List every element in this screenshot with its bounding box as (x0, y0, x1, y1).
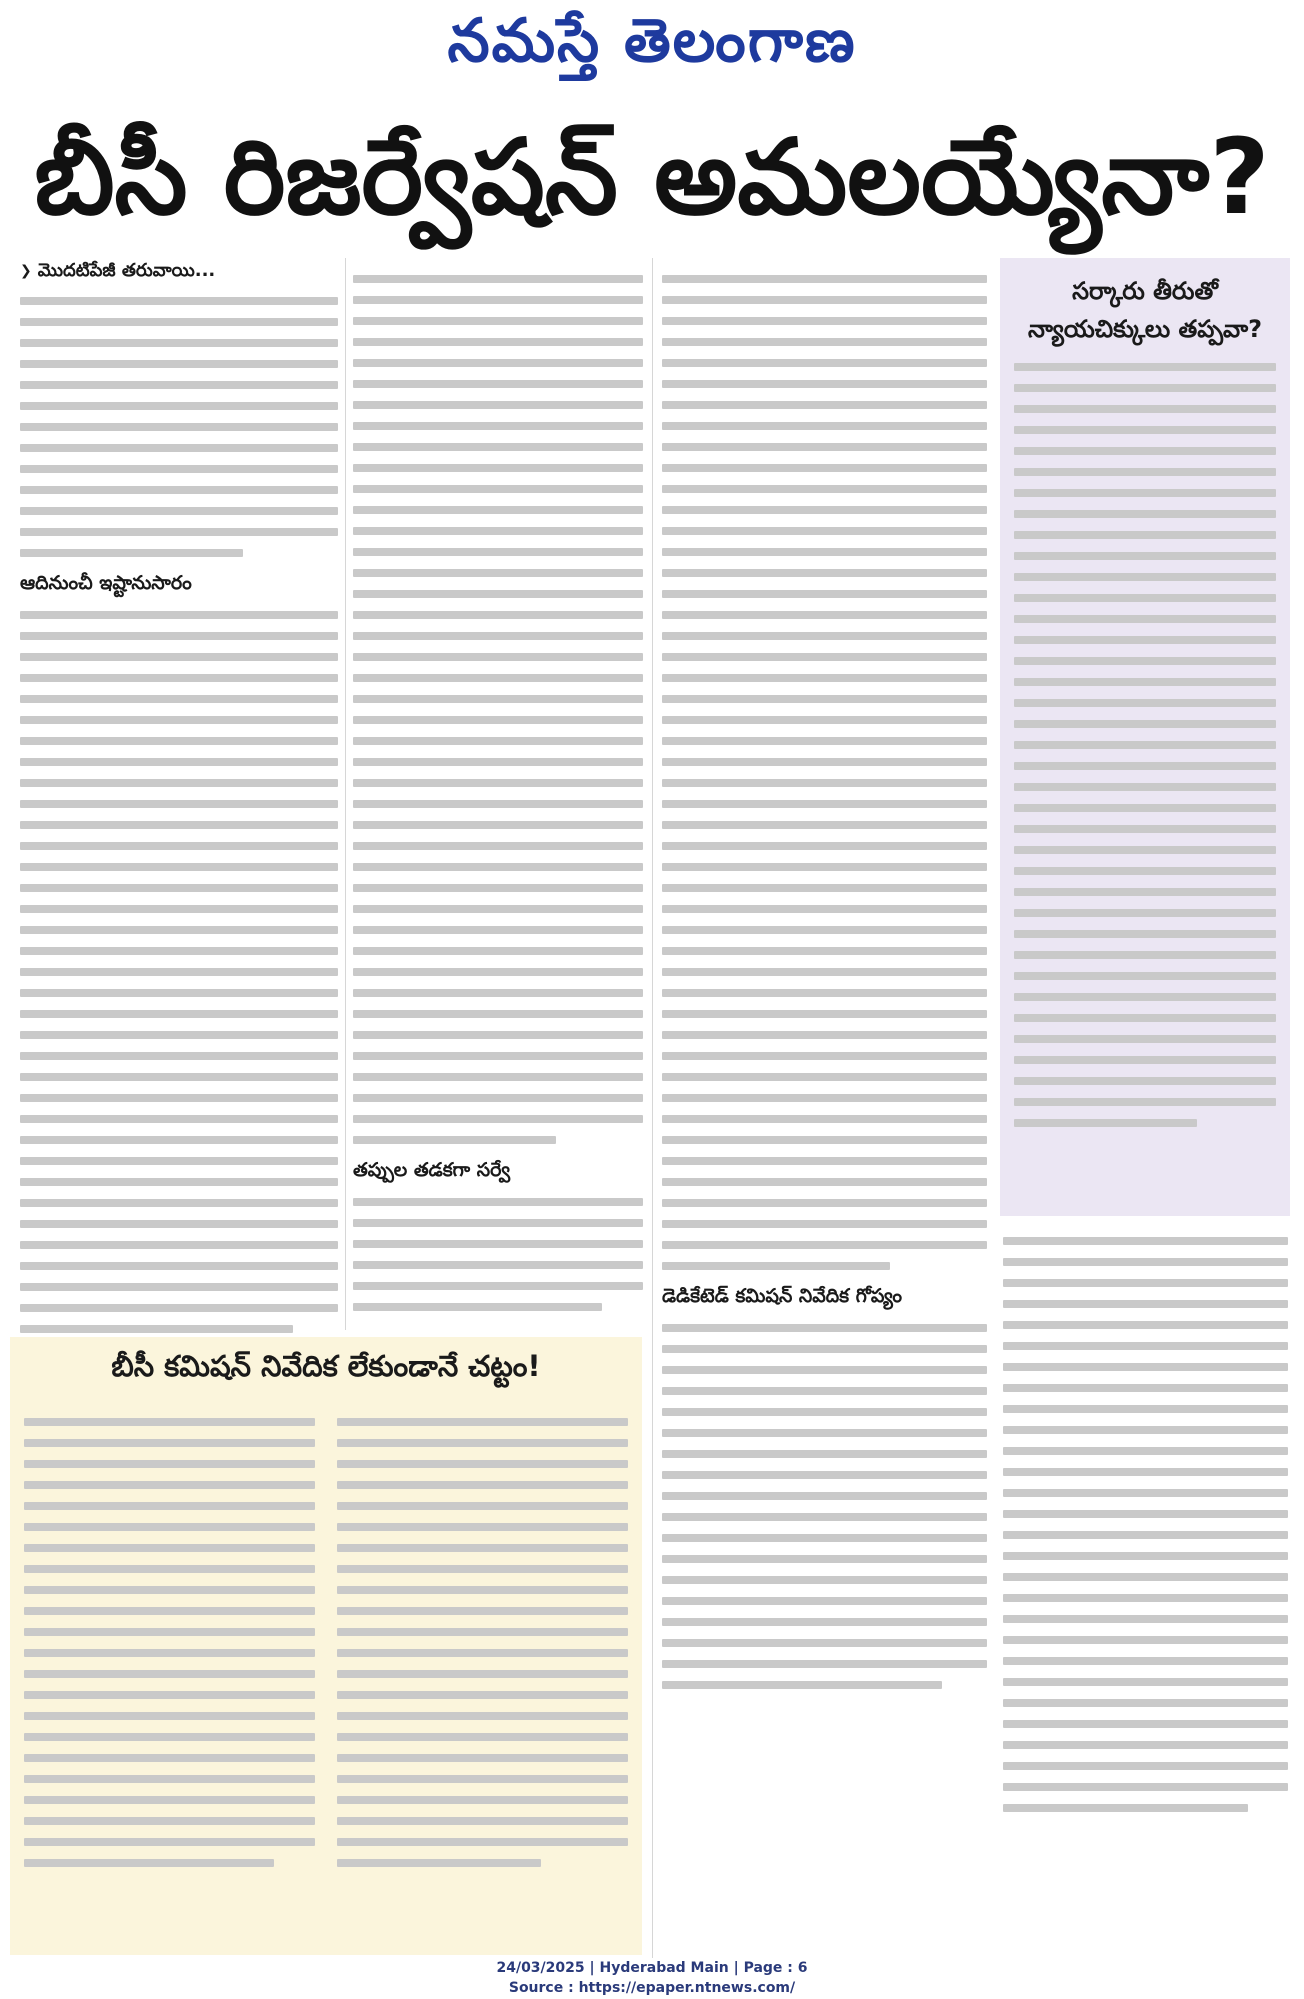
masthead-logo: నమస్తే తెలంగాణ (447, 6, 857, 76)
body-text-block (662, 275, 987, 1270)
article-column-4 (1003, 1224, 1288, 1825)
article-column-1 (20, 258, 338, 1346)
edition-info: 24/03/2025 | Hyderabad Main | Page : 6 (496, 1960, 808, 1976)
bottom-box-title: బీసీ కమిషన్ నివేదిక లేకుండానే చట్టం! (111, 1349, 541, 1383)
body-text-block (1014, 363, 1276, 1127)
body-text-block (1003, 1237, 1288, 1812)
bottom-article-box (10, 1337, 642, 1955)
body-text-block (337, 1405, 628, 1880)
sidebar-title-line-2: న్యాయచిక్కులు తప్పవా? (1027, 315, 1263, 344)
source-link[interactable]: Source : https://epaper.ntnews.com/ (508, 1980, 796, 1997)
bottom-box-columns (24, 1405, 628, 1880)
article-column-3 (662, 262, 987, 1702)
body-text-block (662, 1324, 987, 1689)
section-heading: డెడికేటెడ్ కమిషన్ నివేదిక గోప్యం (662, 1285, 903, 1307)
article-column-2 (353, 262, 643, 1324)
sidebar-title (1014, 272, 1276, 349)
chevron-right-icon: ❯ (20, 262, 32, 279)
body-text-block (20, 297, 338, 557)
page-footer (0, 1958, 1304, 1999)
continuation-text: మొదటిపేజీ తరువాయి... (37, 260, 216, 281)
section-heading: తప్పుల తడకగా సర్వే (353, 1159, 511, 1181)
continuation-label (20, 258, 338, 284)
sidebar-box (1000, 258, 1290, 1216)
sidebar-title-line-1: సర్కారు తీరుతో (1072, 277, 1218, 305)
page-headline: బీసీ రిజర్వేషన్ అమలయ్యేనా? (34, 116, 1270, 238)
body-text-block (20, 611, 338, 1333)
body-text-block (353, 275, 643, 1144)
body-text-block (24, 1405, 315, 1880)
section-heading: ఆదినుంచీ ఇష్టానుసారం (20, 572, 192, 595)
body-text-block (353, 1198, 643, 1311)
